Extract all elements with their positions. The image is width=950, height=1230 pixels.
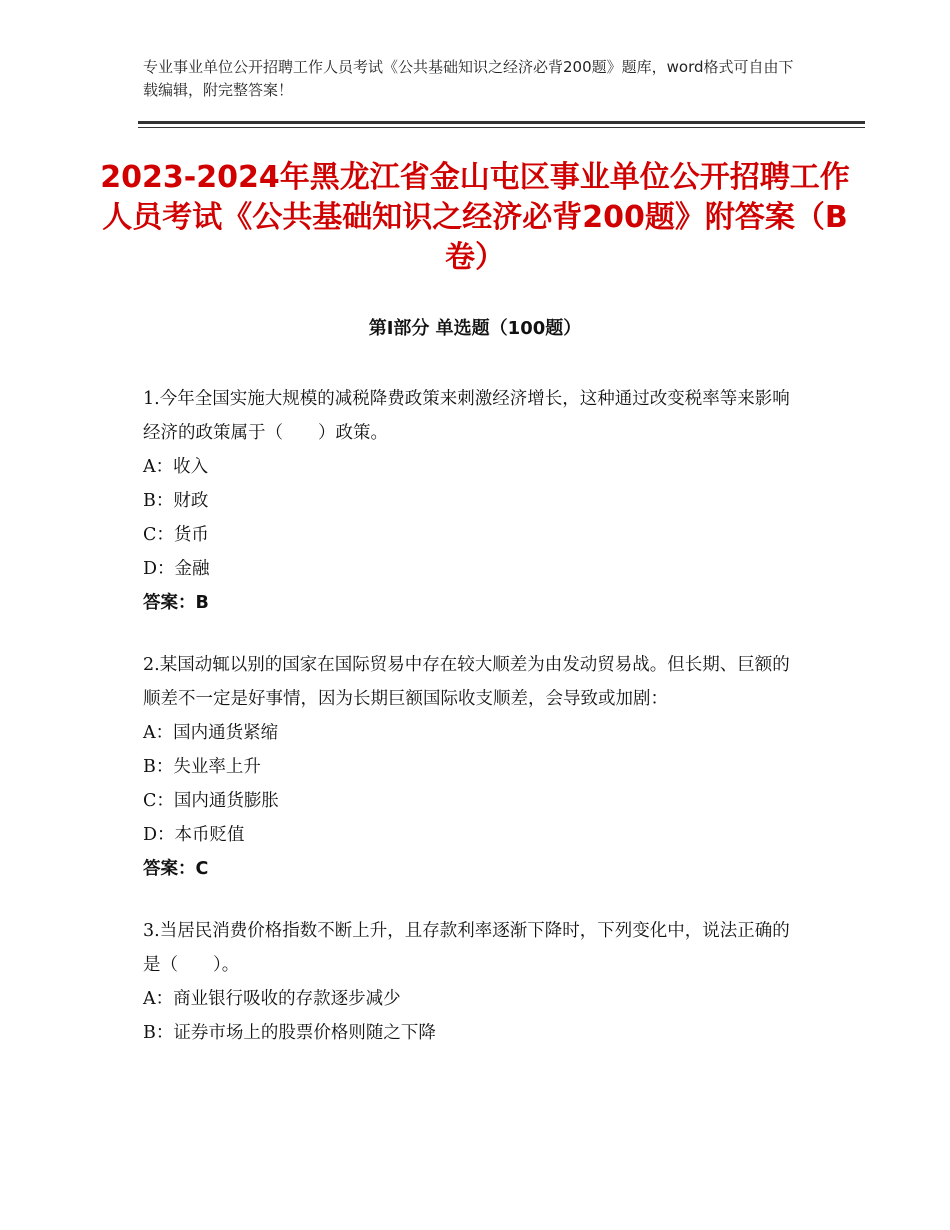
- question-stem: 1.今年全国实施大规模的减税降费政策来刺激经济增长，这种通过改变税率等来影响经济的政策属于（ ）政策。: [143, 389, 790, 443]
- option-a: A：收入: [143, 457, 209, 477]
- header-note: 专业事业单位公开招聘工作人员考试《公共基础知识之经济必背200题》题库，word格式可自由下载编辑，附完整答案！: [143, 58, 794, 99]
- question-1: [143, 382, 803, 620]
- question-stem: 2.某国动辄以别的国家在国际贸易中存在较大顺差为由发动贸易战。但长期、巨额的顺差不一定是好事情，因为长期巨额国际收支顺差，会导致或加剧：: [143, 655, 790, 709]
- question-stem: 3.当居民消费价格指数不断上升，且存款利率逐渐下降时，下列变化中，说法正确的是（ ）。: [143, 921, 790, 975]
- option-a: A：商业银行吸收的存款逐步减少: [143, 989, 401, 1009]
- question-list: [143, 382, 803, 1078]
- question-2: [143, 648, 803, 886]
- question-3: [143, 914, 803, 1050]
- option-d: D：金融: [143, 559, 210, 579]
- option-a: A：国内通货紧缩: [143, 723, 279, 743]
- answer: 答案：C: [143, 859, 209, 879]
- header-rule-thick: [138, 121, 865, 124]
- section-title: 第Ⅰ部分 单选题（100题）: [368, 318, 582, 339]
- document-title: 2023-2024年黑龙江省金山屯区事业单位公开招聘工作人员考试《公共基础知识之经济必背200题》附答案（B卷）: [100, 160, 850, 275]
- option-c: C：货币: [143, 525, 209, 545]
- option-b: B：失业率上升: [143, 757, 261, 777]
- option-c: C：国内通货膨胀: [143, 791, 279, 811]
- answer: 答案：B: [143, 593, 209, 613]
- option-d: D：本币贬值: [143, 825, 245, 845]
- header-rule-thin: [138, 127, 865, 128]
- option-b: B：证券市场上的股票价格则随之下降: [143, 1023, 436, 1043]
- option-b: B：财政: [143, 491, 209, 511]
